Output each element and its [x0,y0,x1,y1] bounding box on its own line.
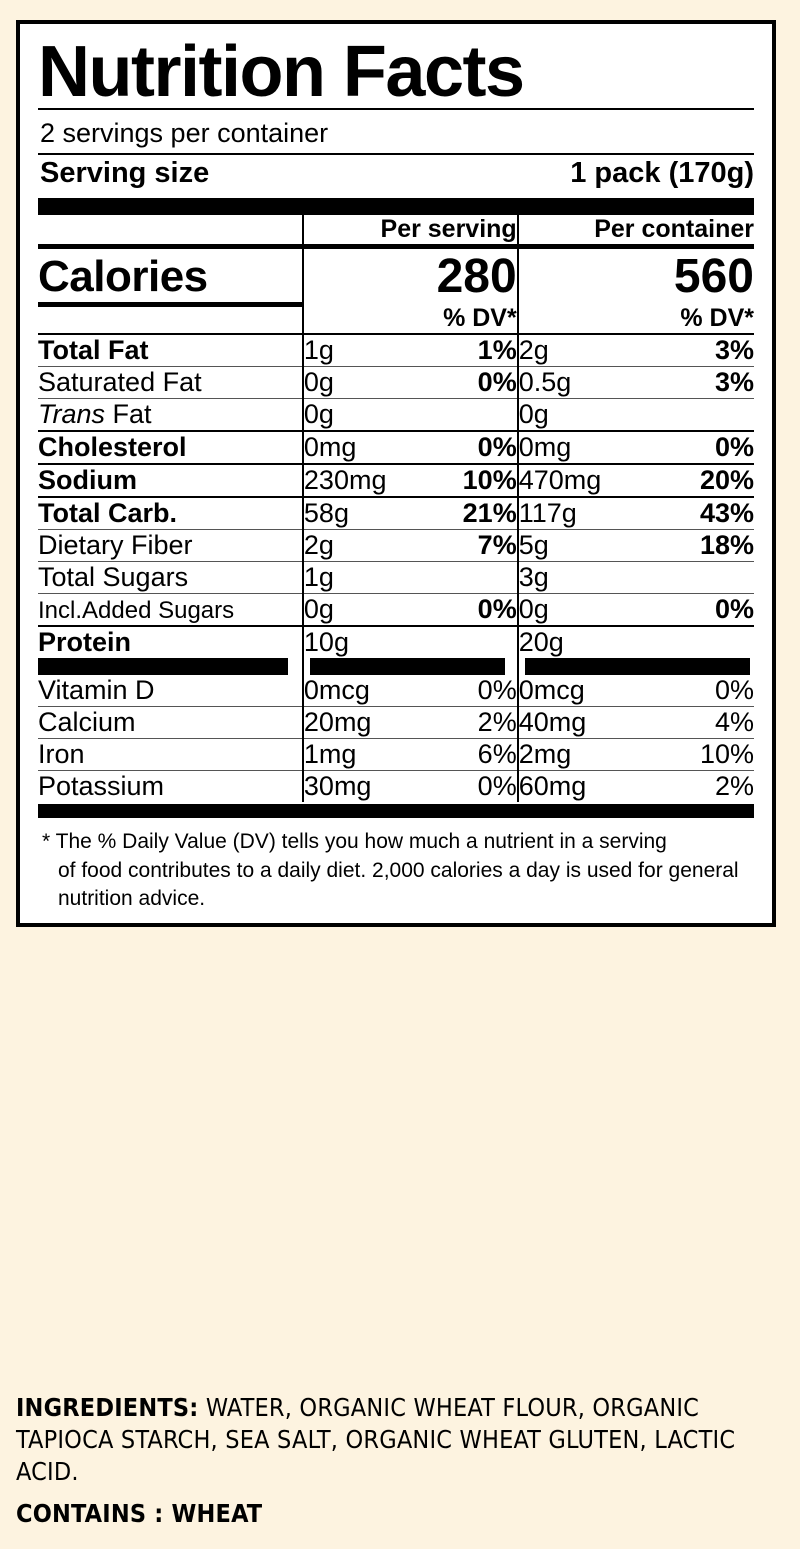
row-amount-serving: 1g [303,562,425,594]
separator-segment-container [518,658,754,675]
table-row [38,562,754,594]
row-dv-container: 0% [714,675,754,706]
table-header-row [38,215,754,247]
row-amount-serving: 30mg [303,771,425,803]
row-label: Total Sugars [38,562,303,594]
footnote-line-3: nutrition advice. [58,887,206,911]
table-row [38,771,754,803]
row-dv-serving: 7% [425,530,518,562]
row-label: Sodium [38,464,303,497]
row-dv-serving [425,562,518,594]
separator-segment-serving [303,658,518,675]
row-label: Total Carb. [38,497,303,530]
row-amount-container: 0g [518,594,654,627]
row-dv-serving: 1% [425,334,518,367]
row-amount-container: 0g [518,399,654,432]
nutrition-facts-panel [16,20,776,927]
table-row [38,675,754,707]
row-label: Trans Fat [38,399,303,432]
row-amount-serving: 230mg [303,464,425,497]
row-label: Total Fat [38,334,303,367]
row-amount-serving: 0g [303,367,425,399]
row-dv-serving: 6% [425,739,518,771]
row-dv-container: 20% [654,464,754,497]
row-dv-container: 4% [654,707,754,739]
serving-size-label: Serving size [40,157,210,190]
row-label: Cholesterol [38,431,303,464]
row-amount-container: 0.5g [518,367,654,399]
row-label: Saturated Fat [38,367,303,399]
row-dv-container: 43% [654,497,754,530]
contains-statement: CONTAINS : WHEAT [16,1499,263,1528]
row-dv-serving: 0% [425,771,518,803]
row-amount-container: 40mg [518,707,654,739]
row-amount-container: 0mg [518,431,654,464]
row-amount-container: 20g [518,626,654,658]
dv-header-serving: % DV* [303,304,518,334]
row-dv-serving: 0% [425,431,518,464]
row-amount-serving: 10g [303,626,425,658]
row-dv-serving: 2% [425,707,518,739]
row-amount-container: 5g [518,530,654,562]
header-per-serving: Per serving [303,215,518,247]
dv-header-spacer [38,304,303,334]
row-dv-container: 0% [654,594,754,627]
ingredients-text [16,1392,784,1488]
row-dv-container: 3% [654,334,754,367]
header-per-container: Per container [518,215,754,247]
row-dv-serving: 0% [425,594,518,627]
row-dv-serving: 10% [425,464,518,497]
row-label: Iron [38,739,303,771]
calories-per-serving: 280 [303,247,518,305]
table-row [38,707,754,739]
row-dv-container: 2% [654,771,754,803]
row-amount-serving: 0mg [303,431,425,464]
row-amount-serving: 1mg [303,739,425,771]
row-amount-container: 60mg [518,771,654,803]
ingredients-block [16,1392,784,1530]
row-amount-serving: 2g [303,530,425,562]
row-amount-serving: 0mcg [303,675,425,707]
row-dv-serving: 0% [425,367,518,399]
row-label: Incl.Added Sugars [38,594,303,627]
ingredients-label: INGREDIENTS: [16,1393,199,1422]
row-dv-container: 3% [654,367,754,399]
row-amount-container: 3g [518,562,654,594]
row-dv-container: 0% [654,431,754,464]
table-row [38,497,754,530]
calories-label: Calories [38,247,303,305]
thick-divider-bar [38,198,754,215]
row-amount-serving: 0g [303,594,425,627]
header-spacer [38,215,303,247]
row-label-italic-part: Trans [38,399,106,430]
row-dv-serving: 0% [477,675,517,706]
table-row [38,399,754,432]
dv-header-row [38,304,754,334]
row-dv-serving: 21% [425,497,518,530]
calories-per-container: 560 [518,247,754,305]
footnote-line-1: * The % Daily Value (DV) tells you how much a nutrient in a serving [42,830,667,854]
row-dv-container: 18% [654,530,754,562]
row-label: Potassium [38,771,303,803]
row-label: Vitamin D [38,675,155,706]
page-title: Nutrition Facts [38,32,524,112]
row-amount-container: 2mg [518,739,654,771]
row-amount-serving: 1g [303,334,425,367]
row-label: Dietary Fiber [38,530,303,562]
table-row [38,594,754,627]
calories-row [38,247,754,305]
table-row [38,626,754,658]
row-amount-container: 470mg [518,464,654,497]
table-row [38,367,754,399]
row-dv-serving [425,399,518,432]
separator-segment-name [38,658,303,675]
servings-per-container: 2 servings per container [40,118,329,149]
row-amount-container: 117g [518,497,654,530]
table-row [38,739,754,771]
table-row [38,334,754,367]
row-amount-container: 0mcg [518,675,654,707]
row-amount-serving: 0g [303,399,425,432]
row-dv-container: 10% [654,739,754,771]
ingredients-list: WATER, ORGANIC WHEAT FLOUR, ORGANIC TAPIOCA STARCH, SEA SALT, ORGANIC WHEAT GLUTEN, LACTIC ACID. [16,1393,736,1486]
row-dv-container [654,562,754,594]
table-row [38,431,754,464]
row-dv-serving [425,626,518,658]
footnote-line-2: of food contributes to a daily diet. 2,000 calories a day is used for general [58,858,739,882]
row-label: Protein [38,626,303,658]
table-row [38,464,754,497]
dv-header-container: % DV* [518,304,754,334]
row-amount-serving: 20mg [303,707,425,739]
table-row [38,530,754,562]
section-separator-row [38,658,754,675]
daily-value-footnote [38,804,754,915]
row-dv-container [654,399,754,432]
row-dv-container [654,626,754,658]
row-amount-serving: 58g [303,497,425,530]
row-amount-container: 2g [518,334,654,367]
serving-size-row [38,155,754,198]
serving-size-value: 1 pack (170g) [570,157,754,190]
row-label: Calcium [38,707,303,739]
nutrition-table [38,215,754,802]
